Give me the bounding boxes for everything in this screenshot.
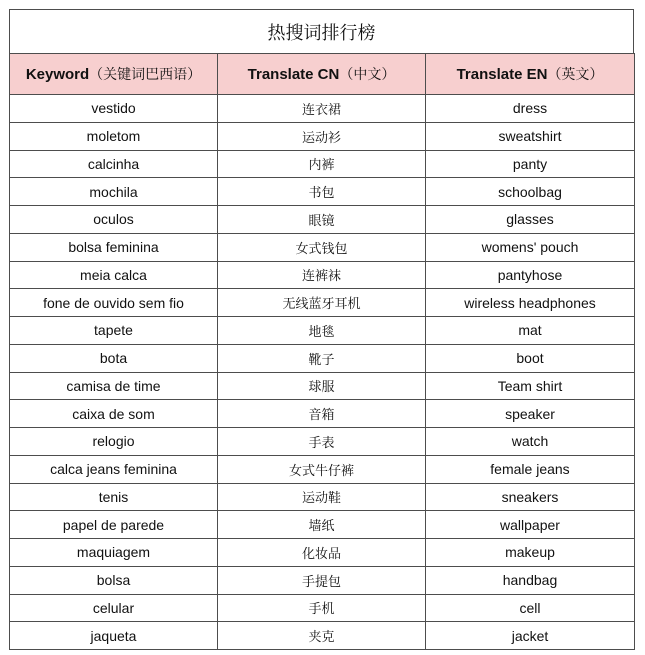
table-row [10, 317, 635, 345]
translate-en-cell: female jeans [426, 455, 635, 483]
column-header-translate-en-main: Translate EN [456, 66, 548, 83]
table-row [10, 455, 635, 483]
table-row [10, 122, 635, 150]
table-row [10, 372, 635, 400]
column-header-translate-en [426, 54, 635, 95]
translate-cn-cell: 手表 [218, 428, 426, 456]
translate-en-cell: sneakers [426, 483, 635, 511]
translate-cn-cell: 连衣裙 [218, 95, 426, 123]
translate-cn-cell: 墙纸 [218, 511, 426, 539]
keyword-cell: bota [10, 344, 218, 372]
translate-en-cell: cell [426, 594, 635, 622]
keyword-table [9, 53, 635, 650]
table-row [10, 511, 635, 539]
translate-en-cell: watch [426, 428, 635, 456]
table-row [10, 483, 635, 511]
translate-cn-cell: 眼镜 [218, 206, 426, 234]
translate-en-cell: mat [426, 317, 635, 345]
column-header-keyword-sub: （关键词巴西语） [89, 67, 202, 83]
keyword-cell: papel de parede [10, 511, 218, 539]
keyword-cell: fone de ouvido sem fio [10, 289, 218, 317]
translate-cn-cell: 女式牛仔裤 [218, 455, 426, 483]
keyword-cell: bolsa feminina [10, 233, 218, 261]
keyword-cell: bolsa [10, 566, 218, 594]
translate-cn-cell: 球服 [218, 372, 426, 400]
translate-cn-cell: 运动衫 [218, 122, 426, 150]
column-header-translate-cn-main: Translate CN [247, 66, 340, 83]
table-row [10, 594, 635, 622]
keyword-cell: celular [10, 594, 218, 622]
translate-en-cell: Team shirt [426, 372, 635, 400]
translate-en-cell: sweatshirt [426, 122, 635, 150]
column-header-keyword-main: Keyword [25, 66, 90, 83]
hot-search-table-container [9, 9, 634, 650]
translate-en-cell: womens' pouch [426, 233, 635, 261]
translate-en-cell: speaker [426, 400, 635, 428]
table-row [10, 566, 635, 594]
keyword-cell: meia calca [10, 261, 218, 289]
translate-cn-cell: 无线蓝牙耳机 [218, 289, 426, 317]
column-header-translate-cn [218, 54, 426, 95]
column-header-translate-en-sub: （英文） [547, 67, 604, 83]
translate-cn-cell: 书包 [218, 178, 426, 206]
table-row [10, 261, 635, 289]
keyword-cell: tapete [10, 317, 218, 345]
translate-en-cell: makeup [426, 539, 635, 567]
keyword-cell: caixa de som [10, 400, 218, 428]
header-row [10, 54, 635, 95]
keyword-cell: calca jeans feminina [10, 455, 218, 483]
translate-cn-cell: 化妆品 [218, 539, 426, 567]
translate-cn-cell: 连裤袜 [218, 261, 426, 289]
table-row [10, 150, 635, 178]
column-header-translate-cn-sub: （中文） [339, 67, 396, 83]
keyword-cell: relogio [10, 428, 218, 456]
table-row [10, 178, 635, 206]
translate-en-cell: schoolbag [426, 178, 635, 206]
table-row [10, 95, 635, 123]
translate-en-cell: glasses [426, 206, 635, 234]
table-row [10, 289, 635, 317]
keyword-cell: tenis [10, 483, 218, 511]
translate-cn-cell: 手机 [218, 594, 426, 622]
translate-en-cell: boot [426, 344, 635, 372]
table-row [10, 233, 635, 261]
table-title: 热搜词排行榜 [9, 9, 634, 53]
keyword-cell: calcinha [10, 150, 218, 178]
translate-en-cell: handbag [426, 566, 635, 594]
table-row [10, 206, 635, 234]
keyword-cell: moletom [10, 122, 218, 150]
keyword-cell: maquiagem [10, 539, 218, 567]
keyword-cell: oculos [10, 206, 218, 234]
keyword-cell: vestido [10, 95, 218, 123]
translate-en-cell: wireless headphones [426, 289, 635, 317]
translate-en-cell: panty [426, 150, 635, 178]
table-row [10, 344, 635, 372]
translate-cn-cell: 音箱 [218, 400, 426, 428]
table-row [10, 400, 635, 428]
translate-cn-cell: 女式钱包 [218, 233, 426, 261]
translate-cn-cell: 夹克 [218, 622, 426, 650]
translate-cn-cell: 手提包 [218, 566, 426, 594]
table-row [10, 428, 635, 456]
translate-cn-cell: 内裤 [218, 150, 426, 178]
keyword-cell: jaqueta [10, 622, 218, 650]
table-row [10, 539, 635, 567]
column-header-keyword [10, 54, 218, 95]
translate-en-cell: pantyhose [426, 261, 635, 289]
translate-en-cell: wallpaper [426, 511, 635, 539]
keyword-cell: camisa de time [10, 372, 218, 400]
translate-cn-cell: 运动鞋 [218, 483, 426, 511]
table-row [10, 622, 635, 650]
translate-en-cell: dress [426, 95, 635, 123]
translate-cn-cell: 靴子 [218, 344, 426, 372]
translate-cn-cell: 地毯 [218, 317, 426, 345]
translate-en-cell: jacket [426, 622, 635, 650]
keyword-cell: mochila [10, 178, 218, 206]
